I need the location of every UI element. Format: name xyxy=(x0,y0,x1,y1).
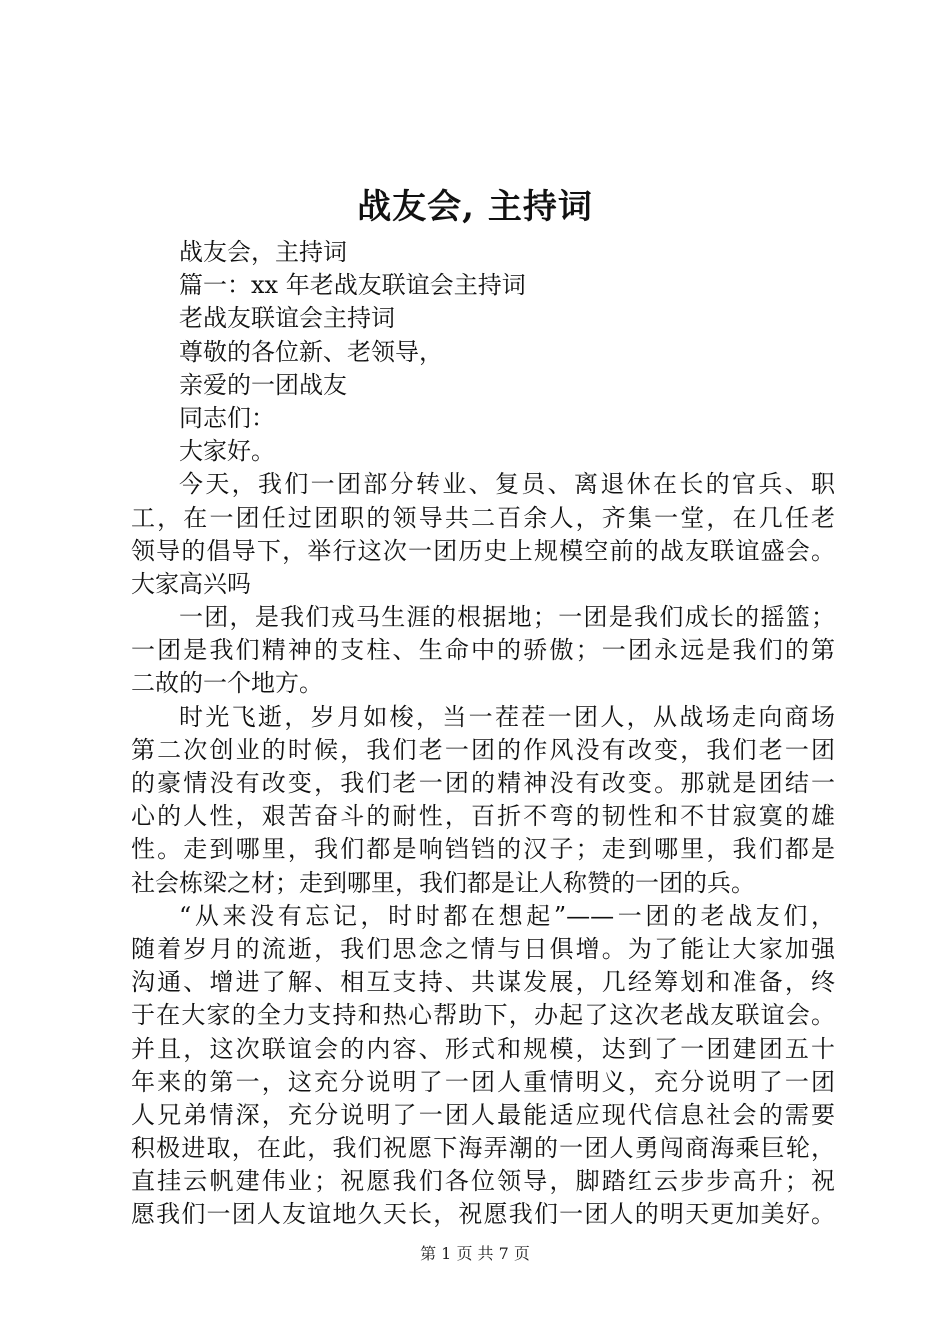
body-line: 一团，是我们戎马生涯的根据地；一团是我们成长的摇篮； xyxy=(179,603,835,632)
page-footer: 第 1 页 共 7 页 xyxy=(420,1244,530,1263)
body-line: 心的人性，艰苦奋斗的耐性，百折不弯的韧性和不甘寂寞的雄 xyxy=(131,802,835,831)
body-line: 工，在一团任过团职的领导共二百余人，齐集一堂，在几任老 xyxy=(131,503,835,532)
body-line: 积极进取，在此，我们祝愿下海弄潮的一团人勇闯商海乘巨轮， xyxy=(131,1134,835,1163)
body-line: 愿我们一团人友谊地久天长，祝愿我们一团人的明天更加美好。 xyxy=(131,1200,835,1229)
body-line: 沟通、增进了解、相互支持、共谋发展，几经筹划和准备，终 xyxy=(131,968,835,997)
body-line: 直挂云帆建伟业；祝愿我们各位领导，脚踏红云步步高升；祝 xyxy=(131,1167,835,1196)
body-line: 今天，我们一团部分转业、复员、离退休在长的官兵、职 xyxy=(179,470,835,499)
body-line: 同志们： xyxy=(179,403,275,432)
body-line: 战友会，主持词 xyxy=(179,238,347,266)
body-line: 年来的第一，这充分说明了一团人重情明义，充分说明了一团 xyxy=(131,1067,835,1096)
body-line: 时光飞逝，岁月如梭，当一茬茬一团人，从战场走向商场 xyxy=(179,702,835,731)
body-line: 并且，这次联谊会的内容、形式和规模，达到了一团建团五十 xyxy=(131,1034,835,1063)
document-title: 战友会, 主持词 xyxy=(357,187,593,227)
body-line: 大家好。 xyxy=(179,437,275,466)
body-line: 第二次创业的时候，我们老一团的作风没有改变，我们老一团 xyxy=(131,735,835,764)
body-line: 人兄弟情深，充分说明了一团人最能适应现代信息社会的需要 xyxy=(131,1100,835,1129)
body-line: 于在大家的全力支持和热心帮助下，办起了这次老战友联谊会。 xyxy=(131,1001,835,1030)
body-line: 亲爱的一团战友 xyxy=(179,370,347,399)
body-line: 尊敬的各位新、老领导， xyxy=(179,337,443,366)
body-line: 性。走到哪里，我们都是响铛铛的汉子；走到哪里，我们都是 xyxy=(131,835,835,864)
body-line: 老战友联谊会主持词 xyxy=(179,304,395,333)
body-line: 一团是我们精神的支柱、生命中的骄傲；一团永远是我们的第 xyxy=(131,636,835,665)
document-body xyxy=(131,236,835,1232)
body-line: 大家高兴吗 xyxy=(131,569,251,598)
body-line: 的豪情没有改变，我们老一团的精神没有改变。那就是团结一 xyxy=(131,769,835,797)
body-line: 领导的倡导下，举行这次一团历史上规模空前的战友联谊盛会。 xyxy=(131,536,835,565)
body-line: 随着岁月的流逝，我们思念之情与日俱增。为了能让大家加强 xyxy=(131,934,835,963)
body-line: 篇一：xx 年老战友联谊会主持词 xyxy=(179,271,526,300)
body-line: “从来没有忘记，时时都在想起”——一团的老战友们， xyxy=(179,901,835,930)
body-line: 社会栋梁之材；走到哪里，我们都是让人称赞的一团的兵。 xyxy=(131,868,755,897)
body-line: 二故的一个地方。 xyxy=(131,669,323,698)
